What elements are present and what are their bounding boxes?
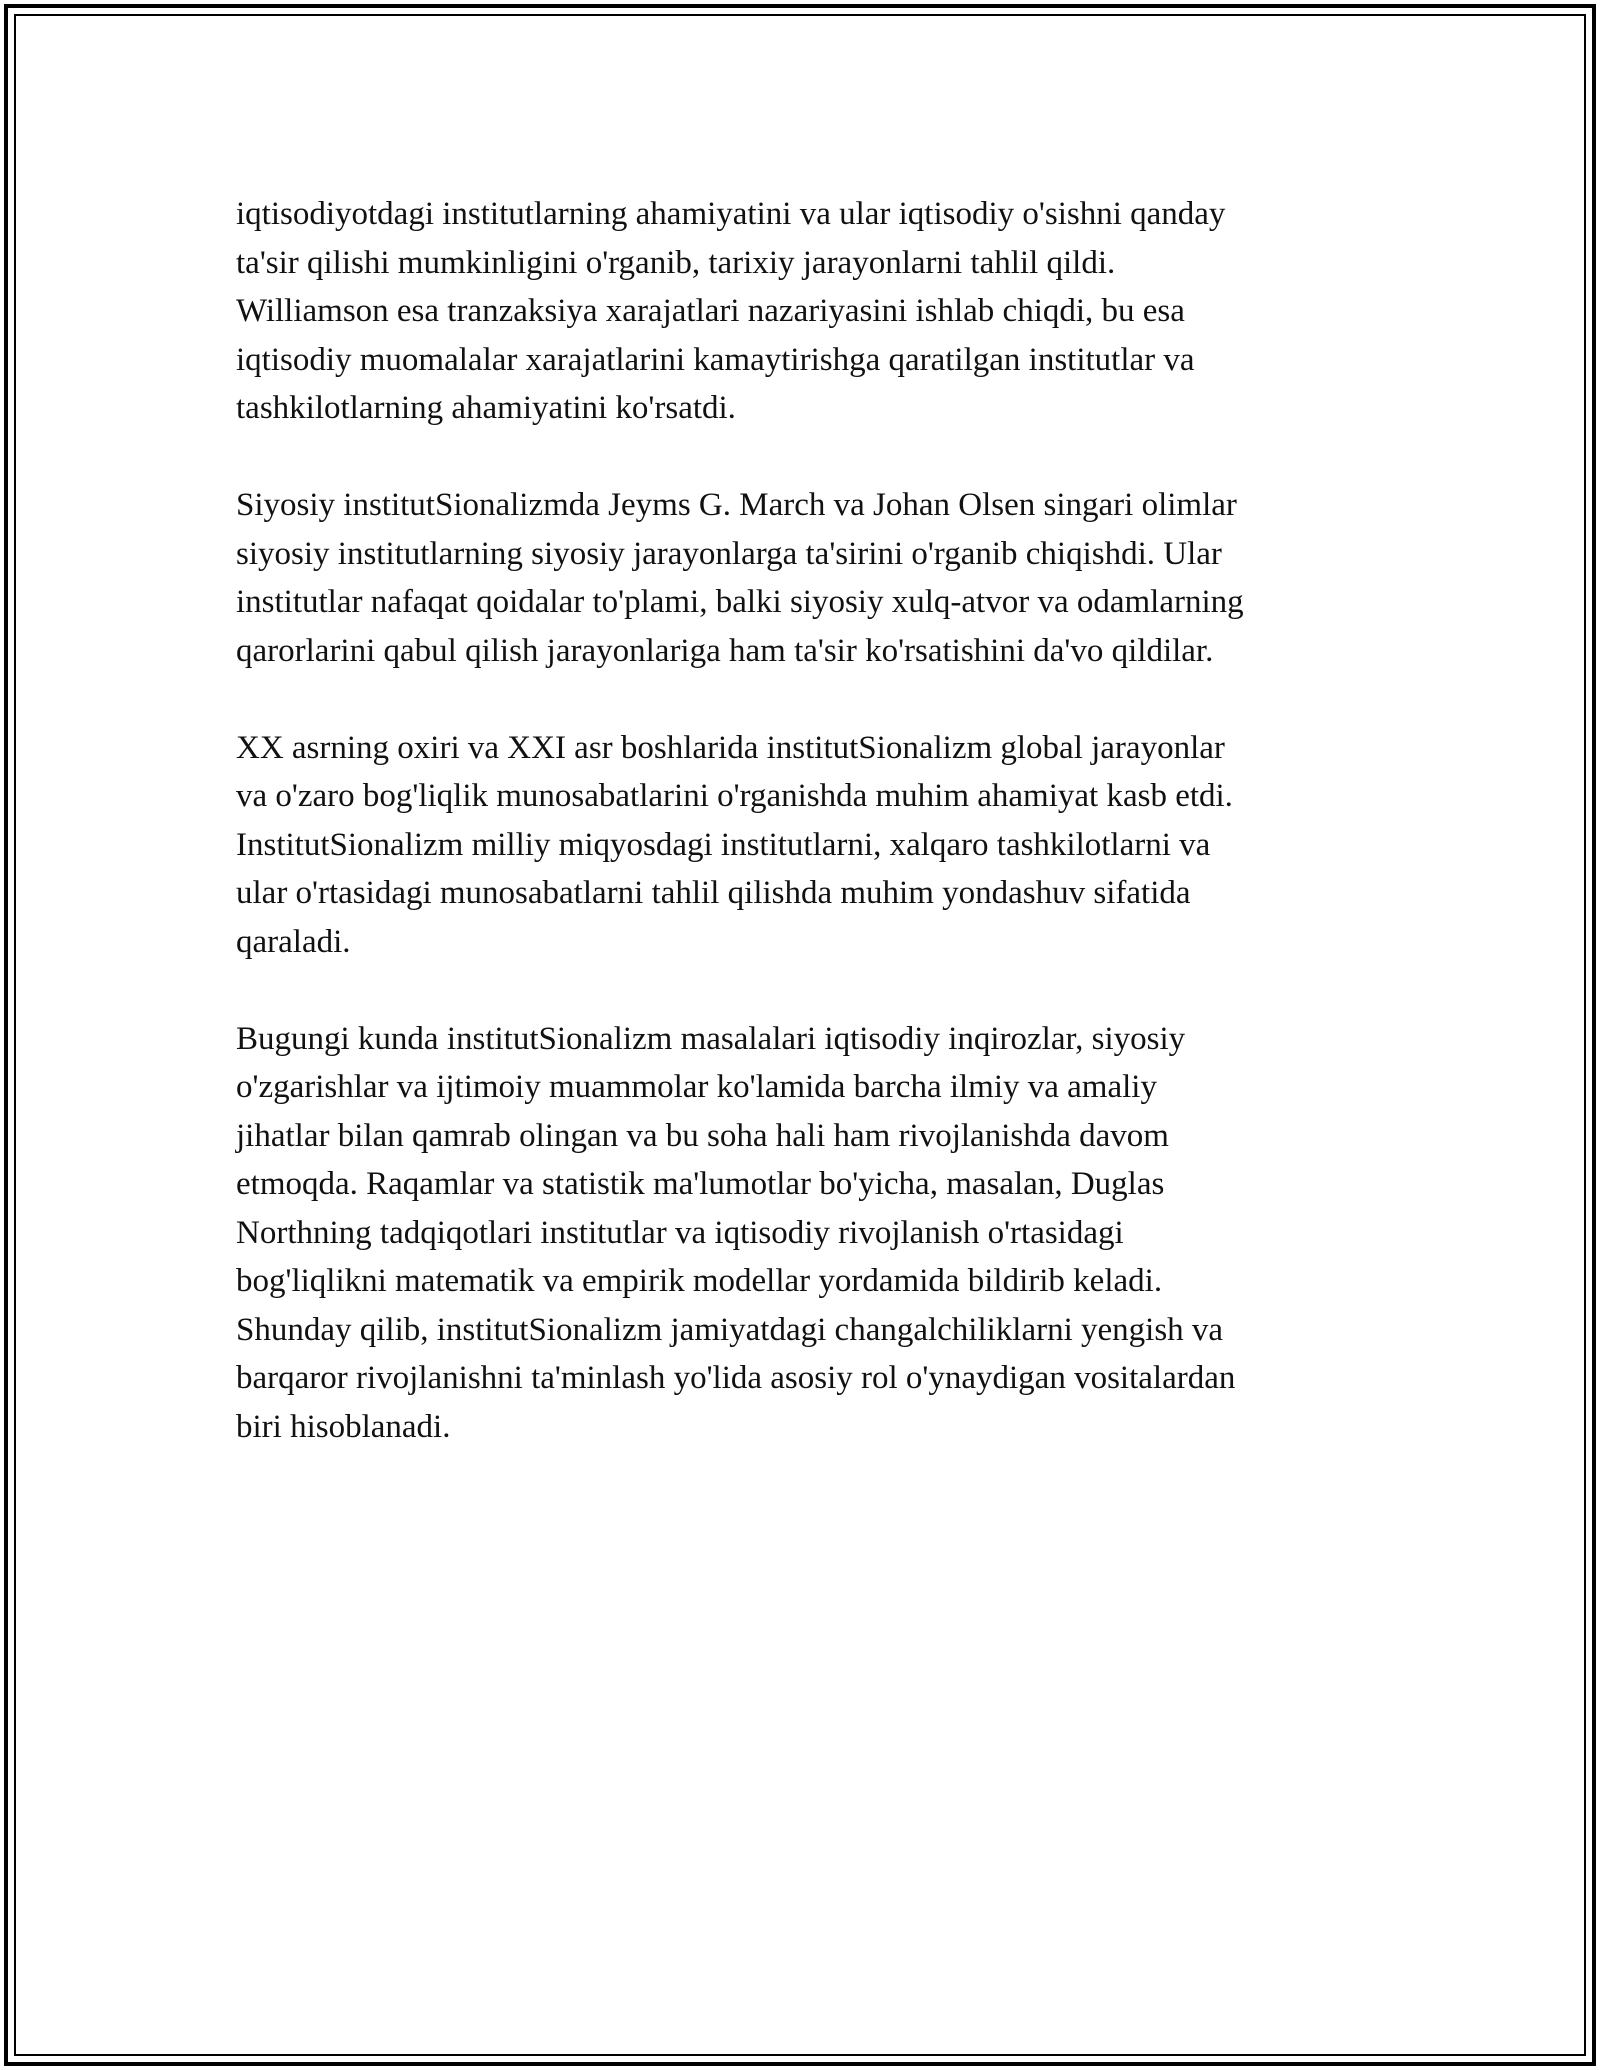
text-line: qarorlarini qabul qilish jarayonlariga ham ta'sir ko'rsatishini da'vo qildilar. <box>236 632 1214 669</box>
text-line: o'zgarishlar va ijtimoiy muammolar ko'lamida barcha ilmiy va amaliy <box>236 1069 1157 1105</box>
text-line: Siyosiy institutSionalizmda Jeyms G. March va Johan Olsen singari olimlar <box>236 487 1237 523</box>
text-line: Williamson esa tranzaksiya xarajatlari nazariyasini ishlab chiqdi, bu esa <box>236 293 1185 329</box>
paragraph-1 <box>236 190 1366 433</box>
text-line: qaraladi. <box>236 923 351 960</box>
text-line: jihatlar bilan qamrab olingan va bu soha hali ham rivojlanishda davom <box>236 1117 1169 1154</box>
paragraph-4 <box>236 1015 1366 1452</box>
paragraph-3 <box>236 724 1366 967</box>
text-line: Shunday qilib, institutSionalizm jamiyatdagi changalchiliklarni yengish va <box>236 1311 1224 1348</box>
text-line: Bugungi kunda institutSionalizm masalalari iqtisodiy inqirozlar, siyosiy <box>236 1020 1186 1057</box>
text-line: iqtisodiy muomalalar xarajatlarini kamaytirishga qaratilgan institutlar va <box>236 341 1195 378</box>
text-line: InstitutSionalizm milliy miqyosdagi institutlarni, xalqaro tashkilotlarni va <box>236 826 1211 863</box>
text-line: biri hisoblanadi. <box>236 1408 451 1445</box>
text-line: ular o'rtasidagi munosabatlarni tahlil qilishda muhim yondashuv sifatida <box>236 875 1191 911</box>
text-line: ta'sir qilishi mumkinligini o'rganib, tarixiy jarayonlarni tahlil qildi. <box>236 244 1116 281</box>
text-line: institutlar nafaqat qoidalar to'plami, balki siyosiy xulq-atvor va odamlarning <box>236 584 1244 620</box>
text-line: va o'zaro bog'liqlik munosabatlarini o'rganishda muhim ahamiyat kasb etdi. <box>236 778 1233 814</box>
paragraph-2 <box>236 481 1366 675</box>
text-line: barqaror rivojlanishni ta'minlash yo'lida asosiy rol o'ynaydigan vositalardan <box>236 1360 1236 1396</box>
document-body <box>236 190 1366 1500</box>
text-line: etmoqda. Raqamlar va statistik ma'lumotlar bo'yicha, masalan, Duglas <box>236 1166 1165 1202</box>
text-line: siyosiy institutlarning siyosiy jarayonlarga ta'sirini o'rganib chiqishdi. Ular <box>236 535 1222 572</box>
text-line: bog'liqlikni matematik va empirik modellar yordamida bildirib keladi. <box>236 1263 1163 1299</box>
text-line: iqtisodiyotdagi institutlarning ahamiyatini va ular iqtisodiy o'sishni qanday <box>236 196 1226 232</box>
text-line: XX asrning oxiri va XXI asr boshlarida institutSionalizm global jarayonlar <box>236 729 1225 766</box>
text-line: tashkilotlarning ahamiyatini ko'rsatdi. <box>236 390 736 426</box>
text-line: Northning tadqiqotlari institutlar va iqtisodiy rivojlanish o'rtasidagi <box>236 1214 1124 1251</box>
